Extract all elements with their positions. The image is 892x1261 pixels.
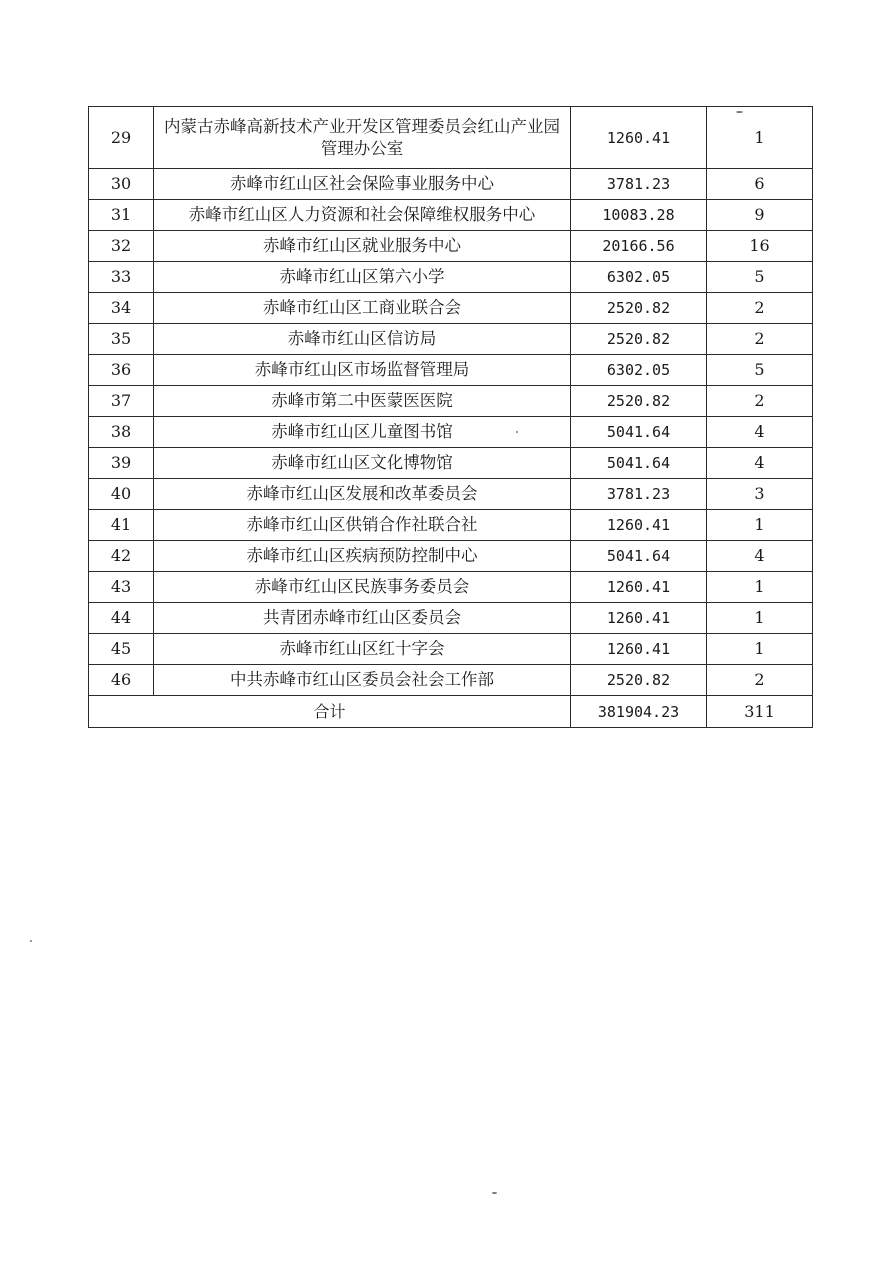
unit-name: 内蒙古赤峰高新技术产业开发区管理委员会红山产业园管理办公室 [154,107,571,169]
count-cell: 2 [707,293,813,324]
row-index: 42 [89,541,154,572]
allocation-table [88,106,813,728]
table-row [89,231,813,262]
scan-speck [516,431,518,433]
amount-cell: 20166.56 [571,231,707,262]
amount-cell: 1260.41 [571,603,707,634]
amount-cell: 5041.64 [571,448,707,479]
row-index: 38 [89,417,154,448]
table-row [89,200,813,231]
amount-cell: 5041.64 [571,417,707,448]
count-cell: 2 [707,665,813,696]
table-row [89,634,813,665]
row-index: 30 [89,169,154,200]
count-cell: 1 [707,572,813,603]
unit-name: 中共赤峰市红山区委员会社会工作部 [154,665,571,696]
amount-cell: 3781.23 [571,479,707,510]
count-cell: 1 [707,107,813,169]
table-row [89,572,813,603]
amount-cell: 6302.05 [571,262,707,293]
row-index: 33 [89,262,154,293]
row-index: 44 [89,603,154,634]
table-row [89,169,813,200]
row-index: 34 [89,293,154,324]
amount-cell: 10083.28 [571,200,707,231]
unit-name: 赤峰市红山区工商业联合会 [154,293,571,324]
count-cell: 16 [707,231,813,262]
unit-name: 赤峰市红山区发展和改革委员会 [154,479,571,510]
table-row [89,386,813,417]
table-row [89,355,813,386]
table-row [89,603,813,634]
count-cell: 9 [707,200,813,231]
row-index: 41 [89,510,154,541]
unit-name: 赤峰市红山区第六小学 [154,262,571,293]
row-index: 31 [89,200,154,231]
count-cell: 5 [707,262,813,293]
amount-cell: 2520.82 [571,665,707,696]
count-cell: 4 [707,417,813,448]
scan-speck [492,1192,497,1194]
total-count: 311 [707,696,813,728]
table-row [89,107,813,169]
amount-cell: 5041.64 [571,541,707,572]
table-row [89,665,813,696]
amount-cell: 1260.41 [571,107,707,169]
unit-name: 赤峰市红山区儿童图书馆 [154,417,571,448]
unit-name: 赤峰市红山区红十字会 [154,634,571,665]
amount-cell: 6302.05 [571,355,707,386]
unit-name: 赤峰市红山区供销合作社联合社 [154,510,571,541]
amount-cell: 2520.82 [571,324,707,355]
row-index: 37 [89,386,154,417]
unit-name: 赤峰市第二中医蒙医医院 [154,386,571,417]
unit-name: 赤峰市红山区文化博物馆 [154,448,571,479]
scan-speck [736,111,743,113]
row-index: 32 [89,231,154,262]
row-index: 43 [89,572,154,603]
count-cell: 1 [707,603,813,634]
unit-name: 共青团赤峰市红山区委员会 [154,603,571,634]
count-cell: 2 [707,324,813,355]
amount-cell: 1260.41 [571,572,707,603]
table-row [89,448,813,479]
total-amount: 381904.23 [571,696,707,728]
amount-cell: 1260.41 [571,634,707,665]
amount-cell: 2520.82 [571,293,707,324]
unit-name: 赤峰市红山区市场监督管理局 [154,355,571,386]
amount-cell: 1260.41 [571,510,707,541]
amount-cell: 3781.23 [571,169,707,200]
unit-name: 赤峰市红山区信访局 [154,324,571,355]
table-row [89,324,813,355]
amount-cell: 2520.82 [571,386,707,417]
row-index: 39 [89,448,154,479]
unit-name: 赤峰市红山区疾病预防控制中心 [154,541,571,572]
row-index: 45 [89,634,154,665]
table-row [89,541,813,572]
row-index: 46 [89,665,154,696]
table-row [89,479,813,510]
table-row [89,510,813,541]
table-row [89,262,813,293]
unit-name: 赤峰市红山区社会保险事业服务中心 [154,169,571,200]
count-cell: 5 [707,355,813,386]
total-row [89,696,813,728]
total-label: 合计 [89,696,571,728]
count-cell: 2 [707,386,813,417]
row-index: 40 [89,479,154,510]
count-cell: 1 [707,634,813,665]
row-index: 36 [89,355,154,386]
unit-name: 赤峰市红山区就业服务中心 [154,231,571,262]
row-index: 35 [89,324,154,355]
count-cell: 6 [707,169,813,200]
count-cell: 3 [707,479,813,510]
unit-name: 赤峰市红山区民族事务委员会 [154,572,571,603]
scan-speck [30,940,32,942]
count-cell: 4 [707,448,813,479]
table-row [89,293,813,324]
table-row [89,417,813,448]
table-body [89,107,813,728]
count-cell: 4 [707,541,813,572]
row-index: 29 [89,107,154,169]
unit-name: 赤峰市红山区人力资源和社会保障维权服务中心 [154,200,571,231]
count-cell: 1 [707,510,813,541]
